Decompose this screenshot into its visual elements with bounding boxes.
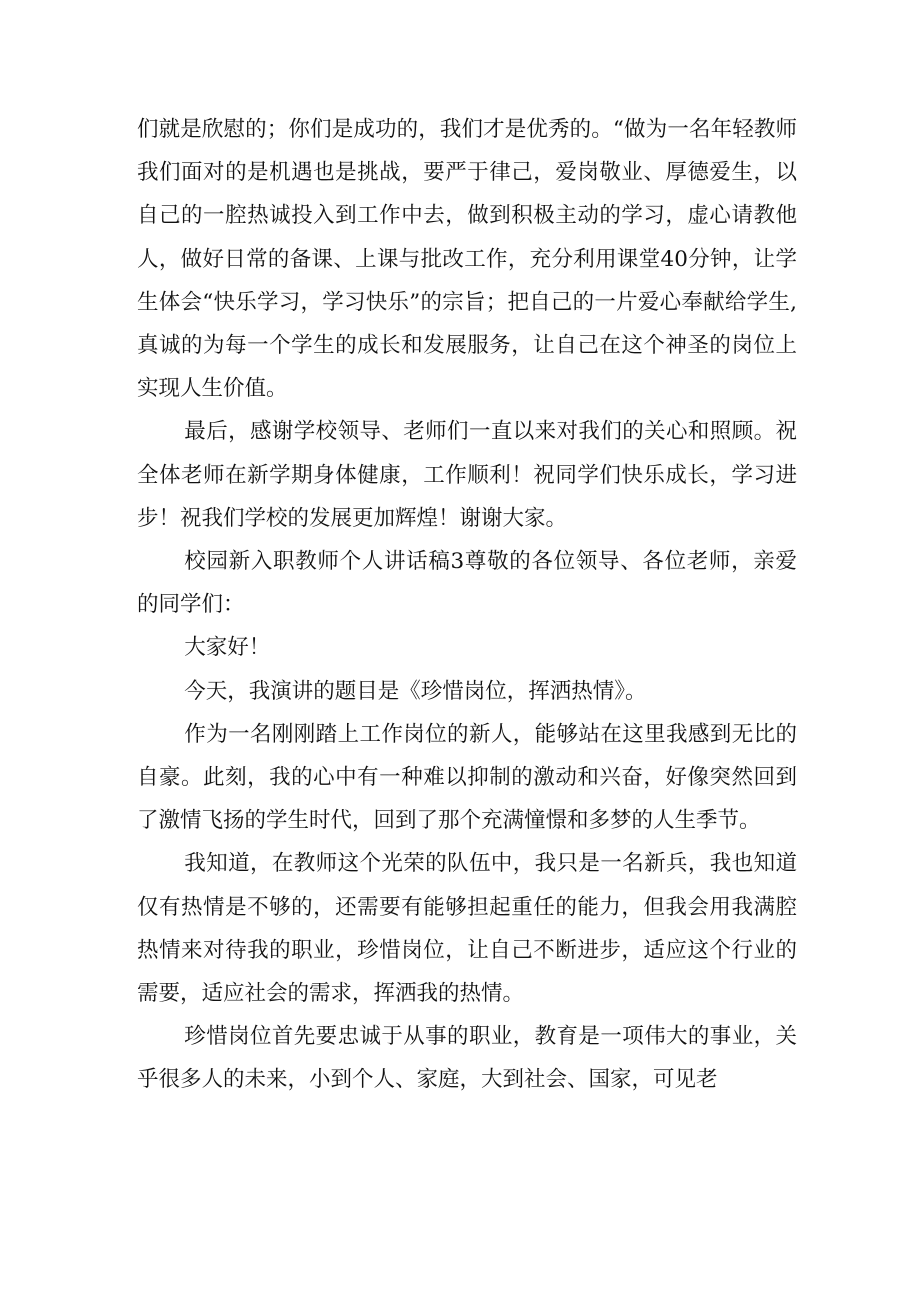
paragraph: 校园新入职教师个人讲话稿3尊敬的各位领导、各位老师，亲爱的同学们： (137, 549, 797, 618)
paragraph: 作为一名刚刚踏上工作岗位的新人，能够站在这里我感到无比的自豪。此刻，我的心中有一种难以抑制的激动和兴奋，好像突然回到了激情飞扬的学生时代，回到了那个充满憧憬和多梦的人生季节。 (137, 721, 797, 834)
body-text (137, 108, 797, 1102)
paragraph: 大家好！ (184, 635, 271, 661)
paragraph: 我知道，在教师这个光荣的队伍中，我只是一名新兵，我也知道仅有热情是不够的，还需要有能够担起重任的能力，但我会用我满腔热情来对待我的职业，珍惜岗位，让自己不断进步，适应这个行业的需要，适应社会的需求，挥洒我的热情。 (137, 851, 797, 1007)
paragraph: 们就是欣慰的；你们是成功的，我们才是优秀的。“做为一名年轻教师我们面对的是机遇也是挑战，要严于律己，爱岗敬业、厚德爱生，以自己的一腔热诚投入到工作中去，做到积极主动的学习，虚心请教他人，做好日常的备课、上课与批改工作，充分利用课堂40分钟，让学生体会“快乐学习，学习快乐”的宗旨；把自己的一片爱心奉献给学生,真诚的为每一个学生的成长和发展服务，让自己在这个神圣的岗位上实现人生价值。 (137, 117, 797, 402)
paragraph: 珍惜岗位首先要忠诚于从事的职业，教育是一项伟大的事业，关乎很多人的未来，小到个人、家庭，大到社会、国家，可见老 (137, 1024, 797, 1093)
paragraph: 最后，感谢学校领导、老师们一直以来对我们的关心和照顾。祝全体老师在新学期身体健康，工作顺利！祝同学们快乐成长，学习进步！祝我们学校的发展更加辉煌！谢谢大家。 (137, 419, 797, 531)
paragraph: 今天，我演讲的题目是《珍惜岗位，挥洒热情》。 (184, 678, 647, 704)
